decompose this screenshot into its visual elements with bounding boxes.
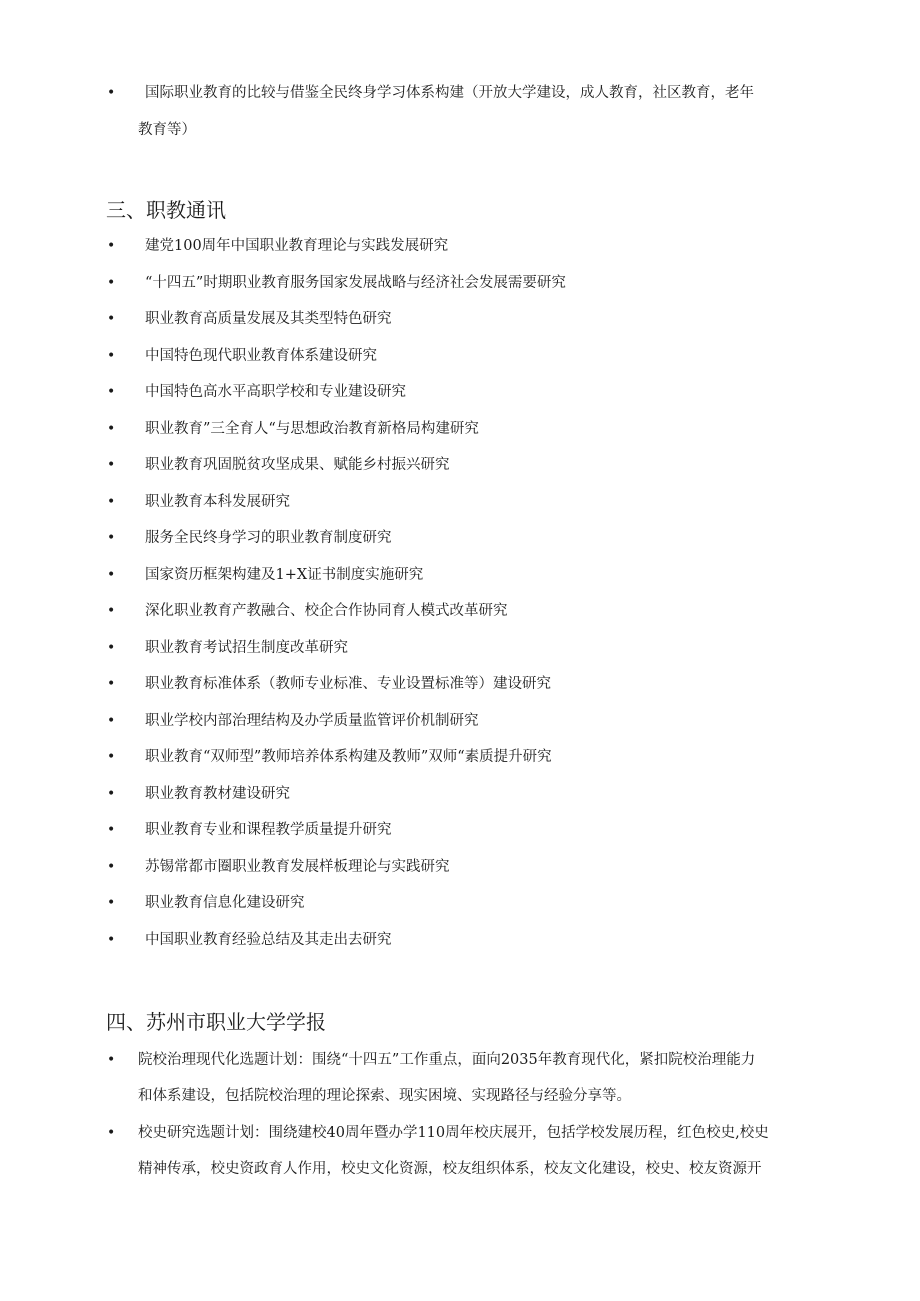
bullet-icon: • (107, 640, 116, 656)
bullet-icon: • (107, 822, 116, 838)
bullet-icon: • (107, 1052, 116, 1068)
bullet-icon: • (107, 530, 116, 546)
bullet-icon: • (107, 348, 116, 364)
paragraph-line: 院校治理现代化选题计划：围绕“十四五”工作重点，面向2035年教育现代化，紧扣院校治理能力 (138, 1052, 756, 1068)
bullet-icon: • (107, 384, 116, 400)
bullet-icon: • (107, 749, 116, 765)
list-item: 职业教育专业和课程教学质量提升研究 (145, 822, 392, 838)
bullet-icon: • (107, 603, 116, 619)
bullet-icon: • (107, 421, 116, 437)
list-item: 职业教育信息化建设研究 (145, 895, 305, 911)
bullet-icon: • (107, 895, 116, 911)
bullet-icon: • (107, 1125, 116, 1141)
bullet-icon: • (107, 713, 116, 729)
bullet-icon: • (107, 932, 116, 948)
list-item: 职业教育考试招生制度改革研究 (145, 640, 348, 656)
list-item: 中国特色现代职业教育体系建设研究 (145, 348, 377, 364)
bullet-icon: • (107, 311, 116, 327)
list-item: 职业教育教材建设研究 (145, 786, 290, 802)
bullet-icon: • (107, 786, 116, 802)
list-item: 职业教育标准体系（教师专业标准、专业设置标准等）建设研究 (145, 676, 551, 692)
list-item: 服务全民终身学习的职业教育制度研究 (145, 530, 392, 546)
list-item: 建党100周年中国职业教育理论与实践发展研究 (145, 238, 449, 254)
list-item: 深化职业教育产教融合、校企合作协同育人模式改革研究 (145, 603, 508, 619)
bullet-icon: • (107, 275, 116, 291)
bullet-icon: • (107, 85, 116, 101)
paragraph-line: 精神传承，校史资政育人作用，校史文化资源，校友组织体系，校友文化建设，校史、校友资源开 (138, 1161, 762, 1177)
list-item: 国家资历框架构建及1+X证书制度实施研究 (145, 567, 424, 583)
paragraph-line: 校史研究选题计划：围绕建校40周年暨办学110周年校庆展开，包括学校发展历程，红色校史,校史 (138, 1125, 769, 1141)
bullet-icon: • (107, 859, 116, 875)
section-heading: 三、职教通讯 (106, 198, 226, 222)
paragraph-line: 和体系建设，包括院校治理的理论探索、现实困境、实现路径与经验分享等。 (138, 1088, 631, 1104)
list-item: 职业教育“双师型”教师培养体系构建及教师”双师“素质提升研究 (145, 749, 552, 765)
list-item: 职业教育本科发展研究 (145, 494, 290, 510)
list-item: “十四五”时期职业教育服务国家发展战略与经济社会发展需要研究 (145, 275, 566, 291)
bullet-icon: • (107, 494, 116, 510)
list-item: 职业教育”三全育人“与思想政治教育新格局构建研究 (145, 421, 479, 437)
list-item: 职业学校内部治理结构及办学质量监管评价机制研究 (145, 713, 479, 729)
bullet-icon: • (107, 457, 116, 473)
bullet-icon: • (107, 567, 116, 583)
list-item-text: 国际职业教育的比较与借鉴全民终身学习体系构建（开放大学建设，成人教育，社区教育，老年 (145, 85, 754, 101)
section-heading: 四、苏州市职业大学学报 (106, 1010, 326, 1034)
list-item: 中国特色高水平高职学校和专业建设研究 (145, 384, 406, 400)
list-item-text-continuation: 教育等） (138, 122, 196, 138)
list-item: 中国职业教育经验总结及其走出去研究 (145, 932, 392, 948)
list-item: 职业教育高质量发展及其类型特色研究 (145, 311, 392, 327)
bullet-icon: • (107, 676, 116, 692)
list-item: 职业教育巩固脱贫攻坚成果、赋能乡村振兴研究 (145, 457, 450, 473)
bullet-icon: • (107, 238, 116, 254)
list-item: 苏锡常都市圈职业教育发展样板理论与实践研究 (145, 859, 450, 875)
